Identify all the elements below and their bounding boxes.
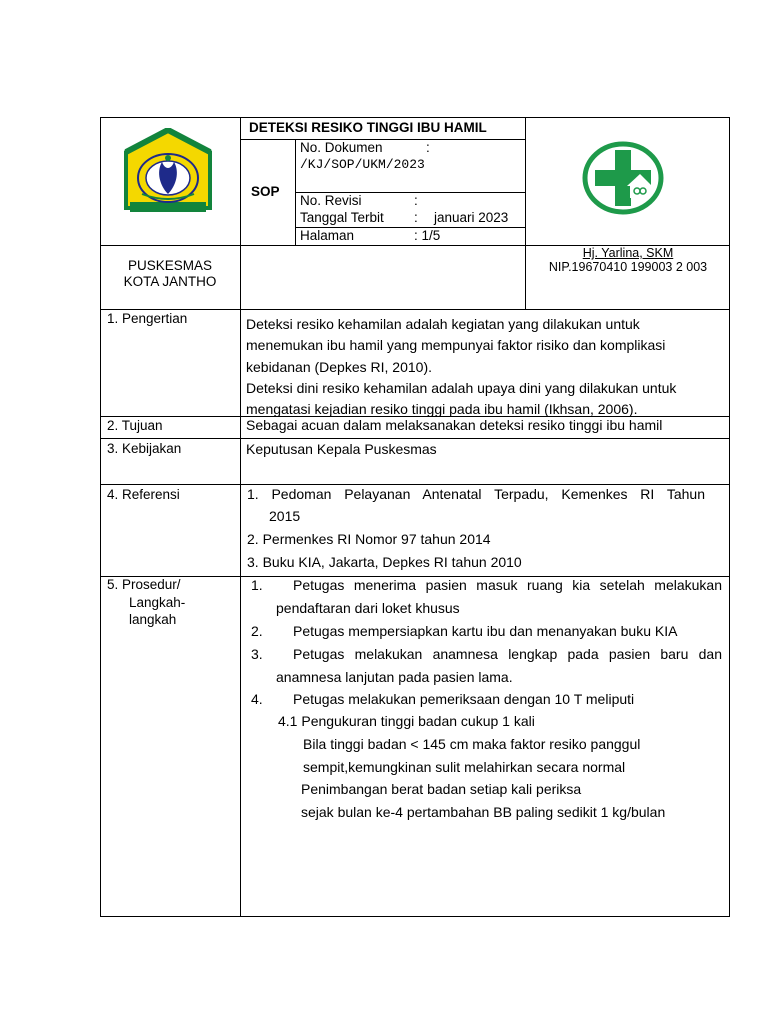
- sop-label: SOP: [251, 184, 280, 199]
- referensi-item: 1. Pedoman Pelayanan Antenatal Terpadu, Kemenkes RI Tahun: [247, 486, 705, 502]
- organization-name-line2: KOTA JANTHO: [123, 274, 217, 289]
- section-kebijakan-label: 3. Kebijakan: [107, 441, 182, 456]
- detail-line: sejak bulan ke-4 pertambahan BB paling sedikit 1 kg/bulan: [301, 804, 666, 820]
- signer-nip: NIP.19670410 199003 2 003: [548, 260, 708, 274]
- pengertian-line: Deteksi resiko kehamilan adalah kegiatan yang dilakukan untuk: [246, 316, 640, 332]
- step-text: Petugas mempersiapkan kartu ibu dan menanyakan buku KIA: [293, 623, 678, 639]
- issue-date-label: Tanggal Terbit: [300, 210, 384, 225]
- section-prosedur-label-line3: langkah: [129, 612, 177, 627]
- puskesmas-emblem-icon: [120, 128, 216, 216]
- referensi-item: 3. Buku KIA, Jakarta, Depkes RI tahun 2010: [247, 554, 522, 570]
- doc-number-label: No. Dokumen: [300, 140, 383, 155]
- step-number: 3.: [251, 646, 263, 662]
- pengertian-line: menemukan ibu hamil yang mempunyai faktor risiko dan komplikasi: [246, 337, 666, 353]
- step-number: 4.: [251, 691, 263, 707]
- section-prosedur-label: 5. Prosedur/: [107, 577, 181, 592]
- section-tujuan-label: 2. Tujuan: [107, 418, 163, 433]
- doc-number-separator: :: [426, 140, 430, 155]
- step-number: 1.: [251, 577, 263, 593]
- detail-line: sempit,kemungkinan sulit melahirkan secara normal: [303, 759, 626, 775]
- signer-name: Hj. Yarlina, SKM: [582, 246, 674, 260]
- section-referensi-label: 4. Referensi: [107, 487, 180, 502]
- health-cross-logo-icon: [582, 141, 664, 215]
- issue-date-separator: :: [414, 210, 418, 225]
- doc-number-value: /KJ/SOP/UKM/2023: [300, 157, 425, 172]
- step-text: Petugas melakukan pemeriksaan dengan 10 T meliputi: [293, 691, 635, 707]
- revision-separator: :: [414, 193, 418, 208]
- detail-line: Penimbangan berat badan setiap kali periksa: [301, 781, 582, 797]
- organization-name-line1: PUSKESMAS: [127, 258, 213, 273]
- step-text-continued: anamnesa lanjutan pada pasien lama.: [276, 669, 513, 685]
- tujuan-text: Sebagai acuan dalam melaksanakan deteksi resiko tinggi ibu hamil: [246, 417, 663, 433]
- pengertian-line: Deteksi dini resiko kehamilan adalah upaya dini yang dilakukan untuk: [246, 380, 677, 396]
- revision-label: No. Revisi: [300, 193, 362, 208]
- pengertian-line: mengatasi kejadian resiko tinggi pada ibu hamil (Ikhsan, 2006).: [246, 401, 638, 417]
- step-number: 2.: [251, 623, 263, 639]
- referensi-item: 2. Permenkes RI Nomor 97 tahun 2014: [247, 531, 491, 547]
- section-prosedur-label-line2: Langkah-: [129, 595, 186, 610]
- page-label: Halaman: [300, 228, 355, 243]
- document-title: DETEKSI RESIKO TINGGI IBU HAMIL: [249, 120, 487, 135]
- step-text: Petugas menerima pasien masuk ruang kia setelah melakukan: [293, 577, 722, 593]
- page-value: : 1/5: [414, 228, 441, 243]
- step-text: Petugas melakukan anamnesa lengkap pada pasien baru dan: [293, 646, 722, 662]
- kebijakan-text: Keputusan Kepala Puskesmas: [246, 441, 437, 457]
- issue-date-value: januari 2023: [434, 210, 509, 225]
- pengertian-line: kebidanan (Depkes RI, 2010).: [246, 359, 432, 375]
- section-pengertian-label: 1. Pengertian: [107, 311, 188, 326]
- referensi-item: 2015: [269, 508, 301, 524]
- detail-line: Bila tinggi badan < 145 cm maka faktor resiko panggul: [303, 736, 641, 752]
- step-text-continued: pendaftaran dari loket khusus: [276, 600, 460, 616]
- substep-4-1: 4.1 Pengukuran tinggi badan cukup 1 kali: [278, 713, 535, 729]
